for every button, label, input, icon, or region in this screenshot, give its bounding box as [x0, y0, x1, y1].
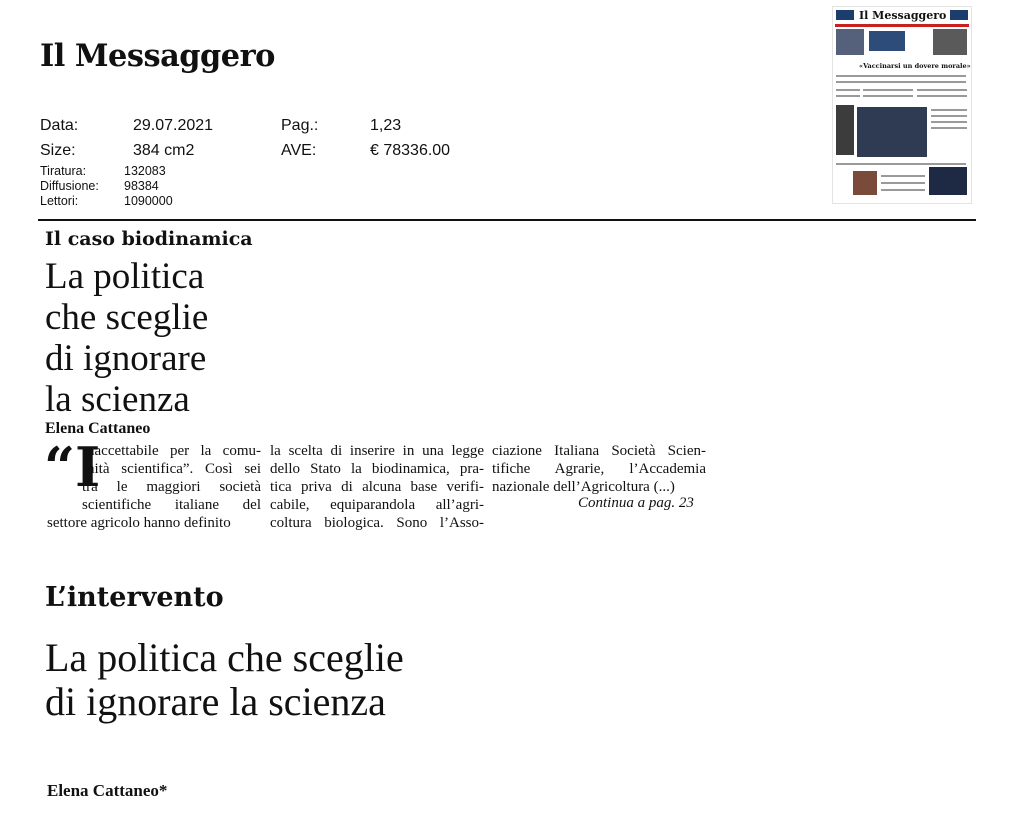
thumbnail-logo: Il Messaggero [859, 9, 947, 22]
thumbnail-text-line [836, 81, 966, 83]
article-author: Elena Cattaneo [45, 420, 151, 437]
section-label: L’intervento [45, 582, 224, 613]
lettori-label: Lettori: [40, 194, 79, 208]
body-line: tica priva di alcuna base verifi- [270, 479, 484, 495]
body-line: nità scientifica”. Così sei [87, 461, 261, 477]
body-line: coltura biologica. Sono l’Asso- [270, 515, 484, 531]
body-line: tra le maggiori società [82, 479, 261, 495]
tiratura-value: 132083 [124, 164, 166, 178]
thumbnail-photo-4 [836, 105, 854, 155]
thumbnail-text-line [931, 109, 967, 111]
thumbnail-text-line [881, 182, 925, 184]
thumbnail-text-line [917, 95, 967, 97]
article-title-line: che sceglie [45, 297, 209, 338]
article-title [45, 256, 305, 420]
body-line: dello Stato la biodinamica, pra- [270, 461, 484, 477]
drop-cap: “I [44, 435, 101, 499]
tiratura-label: Tiratura: [40, 164, 87, 178]
ave-label: AVE: [281, 142, 317, 159]
body-line: la scelta di inserire in una legge [270, 443, 484, 459]
body-line: ciazione Italiana Società Scien- [492, 443, 706, 459]
article-kicker: Il caso biodinamica [45, 228, 253, 250]
thumbnail-text-line [836, 95, 860, 97]
thumbnail-left-badge [836, 10, 854, 20]
thumbnail-ad [929, 167, 967, 195]
thumbnail-text-line [931, 127, 967, 129]
newspaper-logo: Il Messaggero [40, 38, 275, 74]
article-column-3 [492, 442, 706, 496]
thumbnail-photo-2 [869, 31, 905, 51]
article-title-line: di ignorare [45, 338, 207, 379]
thumbnail-headline: «Vaccinarsi un dovere morale» [859, 62, 971, 70]
thumbnail-text-line [863, 95, 913, 97]
thumbnail-text-line [917, 89, 967, 91]
front-page-thumbnail[interactable] [832, 6, 972, 204]
continue-link[interactable]: Continua a pag. 23 [578, 495, 694, 511]
thumbnail-photo-6 [853, 171, 877, 195]
thumbnail-text-line [881, 175, 925, 177]
diffusione-label: Diffusione: [40, 179, 99, 193]
body-line: settore agricolo hanno definito [47, 515, 231, 531]
article-column-1 [47, 442, 261, 532]
intervento-title-line: La politica che sceglie [45, 635, 404, 680]
thumbnail-top-band [835, 24, 969, 27]
date-value: 29.07.2021 [133, 117, 214, 134]
thumbnail-right-badge [950, 10, 968, 20]
header-divider [38, 219, 976, 221]
thumbnail-photo-1 [836, 29, 864, 55]
body-line: tifiche Agrarie, l’Accademia [492, 461, 706, 477]
diffusione-value: 98384 [124, 179, 159, 193]
body-line: cabile, equiparandola all’agri- [270, 497, 484, 513]
page-label: Pag.: [281, 117, 319, 134]
date-label: Data: [40, 117, 79, 134]
thumbnail-text-line [931, 121, 967, 123]
thumbnail-photo-5 [857, 107, 927, 157]
intervento-title [45, 636, 404, 724]
thumbnail-photo-3 [933, 29, 967, 55]
article-title-line: La politica [45, 256, 205, 297]
thumbnail-text-line [931, 115, 967, 117]
intervento-title-line: di ignorare la scienza [45, 679, 386, 724]
body-line: nazionale dell’Agricoltura (...) [492, 479, 675, 495]
ave-value: € 78336.00 [370, 142, 451, 159]
thumbnail-text-line [836, 75, 966, 77]
lettori-value: 1090000 [124, 194, 173, 208]
size-label: Size: [40, 142, 76, 159]
page-value: 1,23 [370, 117, 402, 134]
thumbnail-text-line [836, 89, 860, 91]
body-line: scientifiche italiane del [82, 497, 261, 513]
size-value: 384 cm2 [133, 142, 195, 159]
article-title-line: la scienza [45, 379, 190, 420]
article-column-2 [270, 442, 484, 532]
thumbnail-text-line [881, 189, 925, 191]
thumbnail-text-line [863, 89, 913, 91]
intervento-author: Elena Cattaneo* [47, 781, 168, 800]
thumbnail-text-line [836, 163, 966, 165]
body-line: naccettabile per la comu- [87, 443, 261, 459]
